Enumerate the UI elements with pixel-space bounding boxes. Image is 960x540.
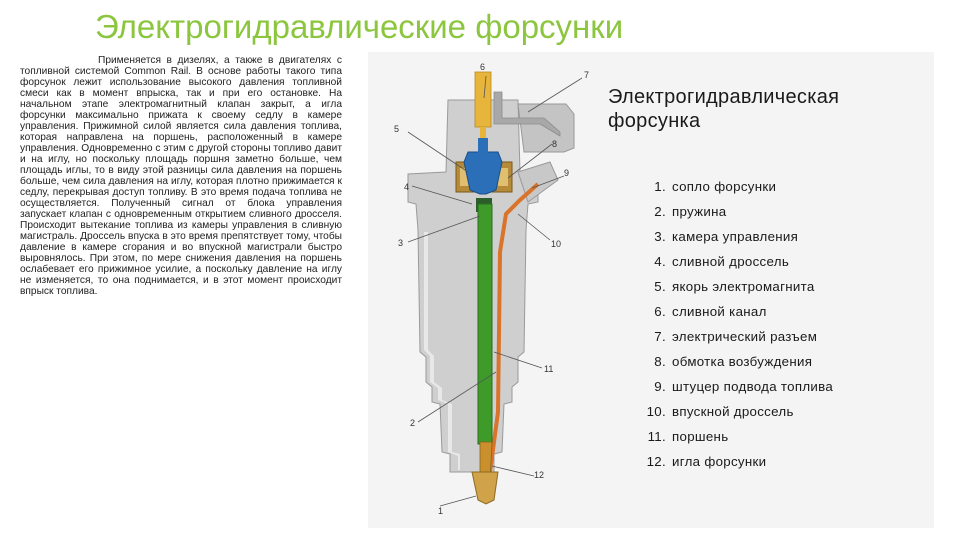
legend-label: штуцер подвода топлива [672, 379, 834, 394]
legend-item: 11. поршень [647, 429, 729, 444]
callout-11: 11 [544, 364, 554, 374]
nozzle [472, 472, 498, 504]
legend-item: 9. штуцер подвода топлива [654, 379, 834, 394]
legend-item: 6. сливной канал [654, 304, 767, 319]
legend-label: впускной дроссель [672, 404, 794, 419]
legend-item: 5. якорь электромагнита [654, 279, 815, 294]
legend-item: 3. камера управления [654, 229, 799, 244]
callout-3: 3 [398, 238, 404, 248]
legend-label: якорь электромагнита [672, 279, 815, 294]
callout-9: 9 [564, 168, 570, 178]
callout-6: 6 [480, 62, 486, 72]
description-paragraph: Применяется в дизелях, а также в двигателях с топливной системой Common Rail. В основе работы такого типа форсунок лежит использование высокого давления топливной смеси как в момент впрыска, так и при его остановке. На начальном этапе электромагнитный клапан закрыт, а игла форсунки максимально прижата к своему седлу в камере управления. Прижимной силой является сила давления топлива, которая направлена на поршень, расположенный в камере управления. Одновременно с этим с другой стороны топливо давит и на иглу, но поскольку площадь поршня заметно больше, чем площадь иглы, то в виду этой разницы сила давления на поршень больше, чем сила давления на иглу, которая плотно прижимается к седлу, перекрывая доступ топливу. В это время подача топлива не осуществляется. Полученный сигнал от блока управления запускает клапан с одновременным открытием сливного дросселя. Происходит вытекание топлива из камеры управления в сливную магистраль. Дроссель впуска в это время препятствует тому, чтобы давление в камере сгорания и во впускной магистрали быстро выровнялось. При этом, по мере снижения давления на поршень ослабевает его прижимное усилие, а поскольку давление на иглу не изменяется, то она поднимается, и в этот момент происходит впрыск топлива. [20, 55, 342, 297]
drain-channel [475, 72, 491, 127]
legend-item: 8. обмотка возбуждения [654, 354, 813, 369]
legend-label: сопло форсунки [672, 179, 777, 194]
legend-label: обмотка возбуждения [672, 354, 813, 369]
legend-label: игла форсунки [672, 454, 767, 469]
armature [464, 152, 502, 194]
callout-2: 2 [410, 418, 416, 428]
injector-figure [368, 52, 934, 528]
piston [478, 204, 492, 444]
legend-label: поршень [672, 429, 729, 444]
legend-item: 12. игла форсунки [646, 454, 767, 469]
legend-label: сливной канал [672, 304, 767, 319]
callout-7: 7 [584, 70, 590, 80]
callout-5: 5 [394, 124, 400, 134]
legend-list [636, 174, 833, 474]
callout-10: 10 [551, 239, 562, 249]
legend-item: 10. впускной дроссель [646, 404, 794, 419]
legend-label: электрический разъем [672, 329, 818, 344]
callout-8: 8 [552, 139, 558, 149]
legend-item: 1. сопло форсунки [654, 179, 777, 194]
callout-12: 12 [534, 470, 545, 480]
legend-item: 4. сливной дроссель [654, 254, 790, 269]
legend-label: пружина [672, 204, 727, 219]
legend-label: сливной дроссель [672, 254, 790, 269]
callout-1: 1 [438, 506, 444, 516]
legend-item: 2. пружина [654, 204, 727, 219]
callout-4: 4 [404, 182, 410, 192]
legend-item: 7. электрический разъем [654, 329, 818, 344]
slide-title: Электрогидравлические форсунки [95, 8, 624, 45]
legend-label: камера управления [672, 229, 799, 244]
figure-title: Электрогидравлическая форсунка [608, 86, 840, 132]
